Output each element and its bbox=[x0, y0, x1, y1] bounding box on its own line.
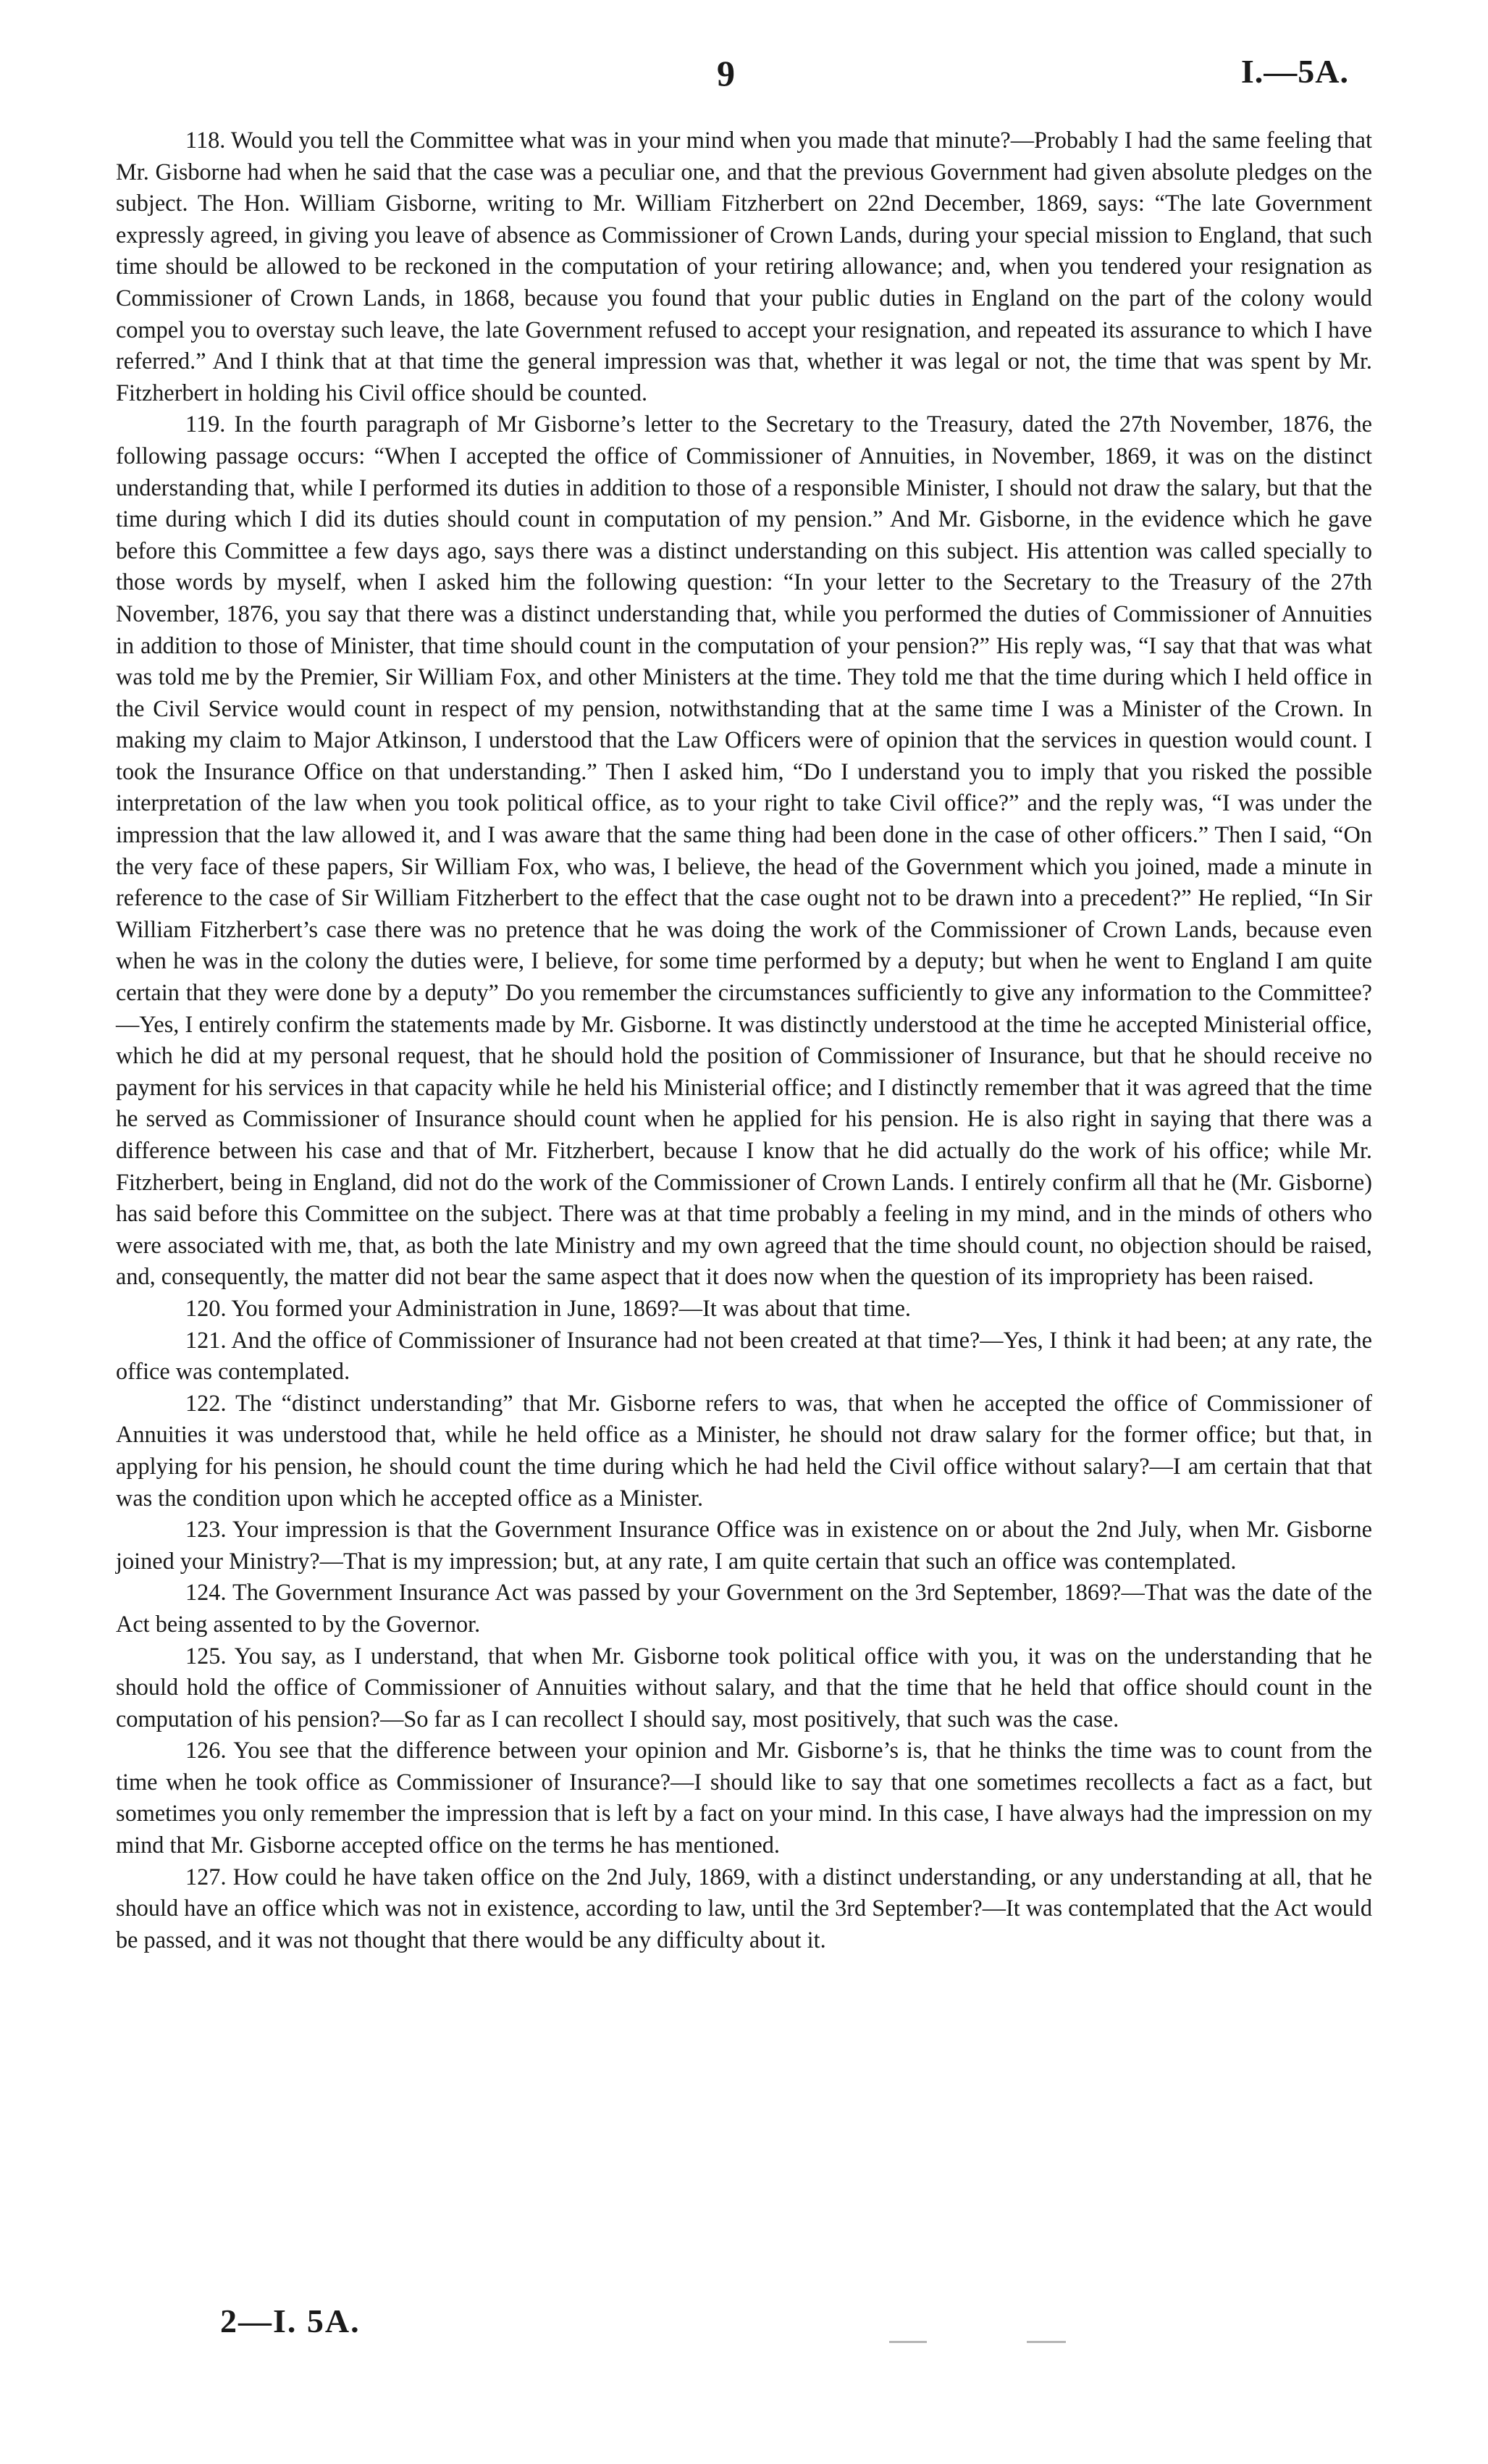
print-smudge bbox=[889, 2341, 927, 2343]
question-122: 122. The “distinct understanding” that Mr. Gisborne refers to was, that when he accepted the office of Commissioner of Annuities it was understood that, while he held office as a Minister, he should not draw salary for the former office; but that, in applying for his pension, he should count the time during which he had held the Civil office without salary?—I am certain that that was the condition upon which he accepted office as a Minister. bbox=[116, 1389, 1372, 1511]
question-127: 127. How could he have taken office on the 2nd July, 1869, with a distinct understanding, or any understanding at all, that he should have an office which was not in existence, according to law, until the 3rd September?—It was contemplated that the Act would be passed, and it was not thought that there would be any difficulty about it. bbox=[116, 1863, 1372, 1953]
question-124: 124. The Government Insurance Act was passed by your Government on the 3rd September, 1869?—That was the date of the Act being assented to by the Governor. bbox=[116, 1579, 1372, 1637]
question-121: 121. And the office of Commissioner of Insurance had not been created at that time?—Yes, I think it had been; at any rate, the office was contemplated. bbox=[116, 1326, 1372, 1385]
question-120: 120. You formed your Administration in June, 1869?—It was about that time. bbox=[185, 1294, 912, 1321]
question-118: 118. Would you tell the Committee what was in your mind when you made that minute?—Probably I had the same feeling that Mr. Gisborne had when he said that the case was a peculiar one, and that the previous Government had given absolute pledges on the subject. The Hon. William Gisborne, writing to Mr. William Fitzherbert on 22nd December, 1869, says: “The late Government expressly agreed, in giving you leave of absence as Commissioner of Crown Lands, during your special mission to England, that such time should be allowed to be reckoned in the computation of your retiring allowance; and, when you tendered your resignation as Commissioner of Crown Lands, in 1868, because you found that your public duties in England on the part of the colony would compel you to overstay such leave, the late Government refused to accept your resignation, and repeated its assurance to which I have referred.” And I think that at that time the general impression was that, whether it was legal or not, the time that was spent by Mr. Fitzherbert in holding his Civil office should be counted. bbox=[116, 127, 1372, 406]
question-123: 123. Your impression is that the Government Insurance Office was in existence on or about the 2nd July, when Mr. Gisborne joined your Ministry?—That is my impression; but, at any rate, I am quite certain that such an office was contemplated. bbox=[116, 1516, 1372, 1574]
document-reference: I.—5A. bbox=[1240, 53, 1349, 90]
printer-signature-mark: 2—I. 5A. bbox=[220, 2302, 361, 2339]
question-126: 126. You see that the difference between your opinion and Mr. Gisborne’s is, that he thinks the time was to count from the time when he took office as Commissioner of Insurance?—I should like to say that one sometimes recollects a fact as a fact, but sometimes you only remember the impression that is left by a fact on your mind. In this case, I have always had the impression on my mind that Mr. Gisborne accepted office on the terms he has mentioned. bbox=[116, 1737, 1372, 1859]
print-smudge bbox=[1027, 2341, 1066, 2343]
question-125: 125. You say, as I understand, that when Mr. Gisborne took political office with you, it was on the understanding that he should hold the office of Commissioner of Annuities without salary, and that the time that he held that office should count in the computation of his pension?—So far as I can recollect I should say, most positively, that such was the case. bbox=[116, 1642, 1372, 1732]
evidence-text bbox=[116, 125, 1372, 1956]
page-number: 9 bbox=[717, 53, 735, 93]
question-119: 119. In the fourth paragraph of Mr Gisborne’s letter to the Secretary to the Treasury, dated the 27th November, 1876, the following passage occurs: “When I accepted the office of Commissioner of Annuities, in November, 1869, it was on the distinct understanding that, while I performed its duties in addition to those of a responsible Minister, I should not draw the salary, but that the time during which I did its duties should count in computation of my pension.” And Mr. Gisborne, in the evidence which he gave before this Committee a few days ago, says there was a distinct understanding on this subject. His attention was called specially to those words by myself, when I asked him the following question: “In your letter to the Secretary to the Treasury of the 27th November, 1876, you say that there was a distinct understanding that, while you performed the duties of Commissioner of Annuities in addition to those of Minister, that time should count in the computation of your pension?” His reply was, “I say that that was what was told me by the Premier, Sir William Fox, and other Ministers at the time. They told me that the time during which I held office in the Civil Service would count in respect of my pension, notwithstanding that at the same time I was a Minister of the Crown. In making my claim to Major Atkinson, I understood that the Law Officers were of opinion that the services in question would count. I took the Insurance Office on that understanding.” Then I asked him, “Do I understand you to imply that you risked the possible interpretation of the law when you took political office, as to your right to take Civil office?” and the reply was, “I was under the impression that the law allowed it, and I was aware that the same thing had been done in the case of other officers.” Then I said, “On the very face of these papers, Sir William Fox, who was, I believe, the head of the Government which you joined, made a minute in reference to the case of Sir William Fitzherbert to the effect that the case ought not to be drawn into a precedent?” He replied, “In Sir William Fitzherbert’s case there was no pretence that he was doing the work of the Commissioner of Crown Lands, because even when he was in the colony the duties were, I believe, for some time performed by a deputy; but when he went to England I am quite certain that they were done by a deputy” Do you remember the circumstances sufficiently to give any information to the Committee?—Yes, I entirely confirm the statements made by Mr. Gisborne. It was distinctly understood at the time he accepted Ministerial office, which he did at my personal request, that he should hold the position of Commissioner of Insurance, but that he should receive no payment for his services in that capacity while he held his Ministerial office; and I distinctly remember that it was agreed that the time he served as Commissioner of Insurance should count when he applied for his pension. He is also right in saying that there was a difference between his case and that of Mr. Fitzherbert, because I know that he did actually do the work of his office; while Mr. Fitzherbert, being in England, did not do the work of the Commissioner of Crown Lands. I entirely confirm all that he (Mr. Gisborne) has said before this Committee on the subject. There was at that time probably a feeling in my mind, and in the minds of others who were associated with me, that, as both the late Ministry and my own agreed that the time should count, no objection should be raised, and, consequently, the matter did not bear the same aspect that it does now when the question of its impropriety has been raised. bbox=[116, 411, 1372, 1290]
